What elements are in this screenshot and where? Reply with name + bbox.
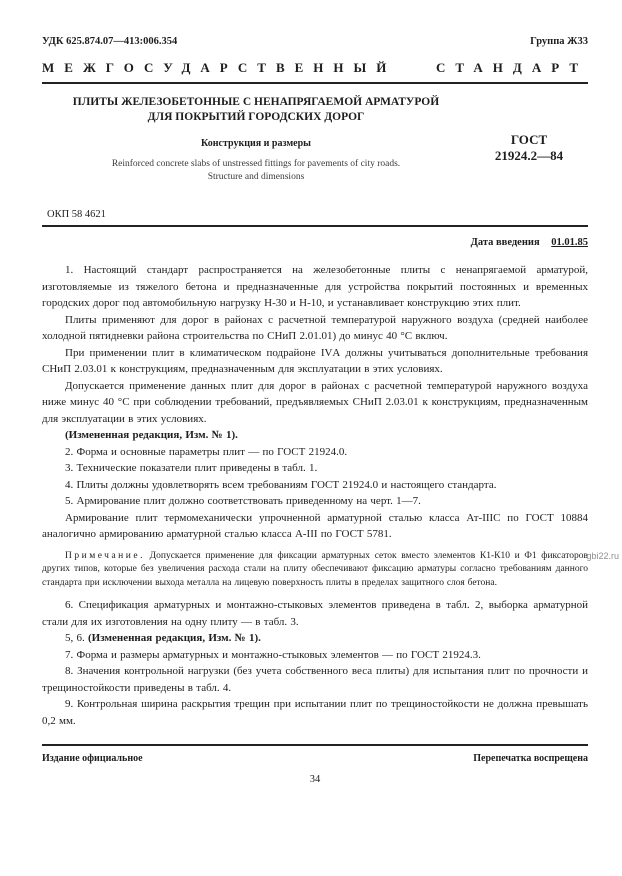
body-paragraph xyxy=(42,262,588,312)
body-paragraph xyxy=(42,510,588,543)
document-title-line2: ДЛЯ ПОКРЫТИЙ ГОРОДСКИХ ДОРОГ xyxy=(147,111,365,123)
paragraph-text: 8. Значения контрольной нагрузки (без учета собственного веса плиты) для испытания плит по прочности и трещиностойкости приведены в табл. 4. xyxy=(42,665,588,694)
paragraph-text: (Измененная редакция, Изм. № 1). xyxy=(88,632,261,644)
paragraph-text: 5, 6. xyxy=(65,632,88,644)
gost-number: 21924.2—84 xyxy=(494,148,564,163)
paragraph-text: 2. Форма и основные параметры плит — по ГОСТ 21924.0. xyxy=(65,445,348,458)
subtitle-english-line2: Structure and dimensions xyxy=(207,172,305,182)
document-subtitle-english xyxy=(42,158,470,184)
introduction-date-row xyxy=(42,237,588,248)
subtitle-english-line1: Reinforced concrete slabs of unstressed fittings for pavements of city roads. xyxy=(111,159,401,169)
header-divider xyxy=(42,82,588,84)
note-paragraph xyxy=(42,550,588,591)
paragraph-text: 6. Спецификация арматурных и монтажно-стыковых элементов приведена в табл. 2, выборка арматурной стали для их изготовления на одну плиту — в табл. 3. xyxy=(42,599,588,628)
title-block xyxy=(42,95,470,184)
body-paragraph xyxy=(42,477,588,494)
paragraph-text: Допускается применение для фиксации арматурных сеток вместо элементов К1-К10 и Ф1 фиксаторов других типов, которые без увеличения расхода стали на плиту обеспечивают фиксацию арматуры согласно требованиям данного стандарта при исключении выхода металла на лицевую поверхность плиты в пределах защитного слоя бетона. xyxy=(42,550,588,588)
document-title-line1: ПЛИТЫ ЖЕЛЕЗОБЕТОННЫЕ С НЕНАПРЯГАЕМОЙ АРМАТУРОЙ xyxy=(72,96,440,108)
paragraph-text: 9. Контрольная ширина раскрытия трещин при испытании плит по трещиностойкости не должна превышать 0,2 мм. xyxy=(42,698,588,727)
body-paragraph xyxy=(42,444,588,461)
body-paragraphs xyxy=(42,262,588,729)
footer-row xyxy=(42,753,588,764)
body-paragraph xyxy=(42,663,588,696)
page-number: 34 xyxy=(309,774,321,785)
site-watermark: gbi22.ru xyxy=(586,551,619,561)
gost-number-block xyxy=(470,95,588,184)
standard-type-heading: МЕЖГОСУДАРСТВЕННЫЙ СТАНДАРТ xyxy=(42,60,588,75)
body-paragraph xyxy=(42,597,588,630)
body-paragraph xyxy=(42,696,588,729)
body-paragraph xyxy=(42,378,588,428)
paragraph-text: 4. Плиты должны удовлетворять всем требованиям ГОСТ 21924.0 и настоящего стандарта. xyxy=(65,478,497,491)
document-subtitle: Конструкция и размеры xyxy=(201,138,311,149)
document-title xyxy=(42,95,470,125)
introduction-date-label: Дата введения xyxy=(470,237,540,248)
reprint-prohibited-label: Перепечатка воспрещена xyxy=(473,753,588,764)
paragraph-text: Армирование плит термомеханически упрочненной арматурной сталью класса Ат-IIIС по ГОСТ 10884 аналогично армированию арматурной сталью класса А-III по ГОСТ 5781. xyxy=(42,511,588,540)
body-paragraph xyxy=(42,460,588,477)
title-section xyxy=(42,95,588,184)
group-code: Группа Ж33 xyxy=(530,36,588,47)
body-paragraph xyxy=(42,312,588,345)
body-paragraph xyxy=(42,647,588,664)
body-paragraph xyxy=(42,427,588,444)
paragraph-text: Плиты применяют для дорог в районах с расчетной температурой наружного воздуха (средней наиболее холодной пятидневки района строительства по СНиП 2.01.01) до минус 40 °С включ. xyxy=(42,313,588,342)
paragraph-text: Допускается применение данных плит для дорог в районах с расчетной температурой наружного воздуха ниже минус 40 °С при соблюдении требований, предъявляемых СНиП 2.03.01 к конструкциям, предназначенным для эксплуатации в этих условиях. xyxy=(42,379,588,425)
paragraph-text: 5. Армирование плит должно соответствовать приведенному на черт. 1—7. xyxy=(65,495,421,507)
classification-row xyxy=(42,36,588,47)
paragraph-text: (Измененная редакция, Изм. № 1). xyxy=(65,429,238,441)
paragraph-text: 3. Технические показатели плит приведены в табл. 1. xyxy=(65,462,318,474)
okp-code: ОКП 58 4621 xyxy=(47,209,106,220)
footer-divider xyxy=(42,744,588,746)
paragraph-text: При применении плит в климатическом подрайоне IVА должны учитываться дополнительные требования СНиП 2.03.01 к конструкциям, предназначенным для эксплуатации в этих условиях. xyxy=(42,346,588,375)
official-edition-label: Издание официальное xyxy=(42,753,143,764)
paragraph-text: 7. Форма и размеры арматурных и монтажно-стыковых элементов — по ГОСТ 21924.3. xyxy=(65,648,481,661)
gost-label: ГОСТ xyxy=(510,132,548,147)
paragraph-text: 1. Настоящий стандарт распространяется на железобетонные плиты с ненапрягаемой арматурой, изготовляемые из тяжелого бетона и предназначенные для устройства покрытий постоянных и временных городских дорог под автомобильную нагрузку Н-30 и Н-10, и устанавливает конструкцию этих плит. xyxy=(42,264,588,309)
body-paragraph xyxy=(42,345,588,378)
okp-divider xyxy=(42,225,588,227)
page-footer xyxy=(42,744,588,785)
body-paragraph xyxy=(42,493,588,510)
introduction-date-value: 01.01.85 xyxy=(551,237,588,248)
body-paragraph xyxy=(42,630,588,647)
paragraph-text: Примечание. xyxy=(65,550,145,561)
udk-code: УДК 625.874.07—413:006.354 xyxy=(42,36,178,47)
